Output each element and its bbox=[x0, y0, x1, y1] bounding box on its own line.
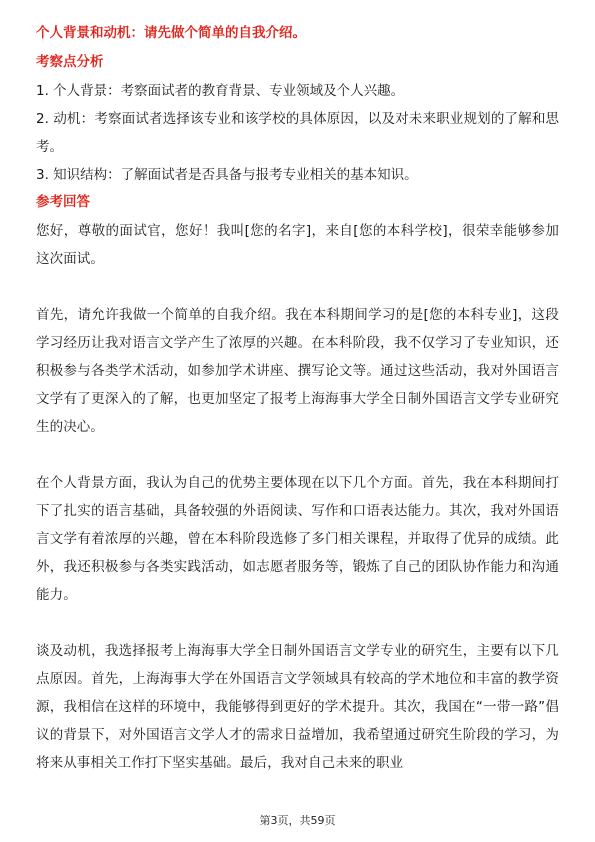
answer-paragraph-2: 首先，请允许我做一个简单的自我介绍。我在本科期间学习的是[您的本科专业]，这段学习经历让我对语言文学产生了浓厚的兴趣。在本科阶段，我不仅学习了专业知识，还积极参与各类学术活动，如参加学术讲座、撰写论文等。通过这些活动，我对外国语言文学有了更深入的了解，也更加坚定了报考上海海事大学全日制外国语言文学专业研究生的决心。 bbox=[36, 307, 559, 435]
page-number: 第3页，共59页 bbox=[259, 814, 336, 827]
page-content bbox=[36, 24, 559, 777]
spacer bbox=[36, 441, 559, 469]
analysis-item-2: 2. 动机：考察面试者选择该专业和该学校的具体原因，以及对未来职业规划的了解和思考。 bbox=[36, 111, 559, 155]
spacer bbox=[36, 609, 559, 637]
analysis-item-3: 3. 知识结构：了解面试者是否具备与报考专业相关的基本知识。 bbox=[36, 167, 418, 183]
analysis-item-1: 1. 个人背景：考察面试者的教育背景、专业领域及个人兴趣。 bbox=[36, 83, 405, 99]
spacer bbox=[36, 273, 559, 301]
answer-paragraph-4: 谈及动机，我选择报考上海海事大学全日制外国语言文学专业的研究生，主要有以下几点原因。首先，上海海事大学在外国语言文学领域具有较高的学术地位和丰富的教学资源，我相信在这样的环境中，我能够得到更好的学术提升。其次，我国在“一带一路”倡议的背景下，对外国语言文学人才的需求日益增加，我希望通过研究生阶段的学习，为将来从事相关工作打下坚实基础。最后，我对自己未来的职业 bbox=[36, 643, 559, 771]
answer-paragraph-3: 在个人背景方面，我认为自己的优势主要体现在以下几个方面。首先，我在本科期间打下了扎实的语言基础，具备较强的外语阅读、写作和口语表达能力。其次，我对外国语言文学有着浓厚的兴趣，曾在本科阶段选修了多门相关课程，并取得了优异的成绩。此外，我还积极参与各类实践活动，如志愿者服务等，锻炼了自己的团队协作能力和沟通能力。 bbox=[36, 475, 559, 603]
analysis-heading: 考察点分析 bbox=[36, 54, 104, 70]
answer-heading: 参考回答 bbox=[36, 194, 90, 210]
question-title: 个人背景和动机：请先做个简单的自我介绍。 bbox=[36, 25, 306, 41]
answer-paragraph-1: 您好，尊敬的面试官，您好！我叫[您的名字]，来自[您的本科学校]，很荣幸能够参加这次面试。 bbox=[36, 223, 559, 267]
